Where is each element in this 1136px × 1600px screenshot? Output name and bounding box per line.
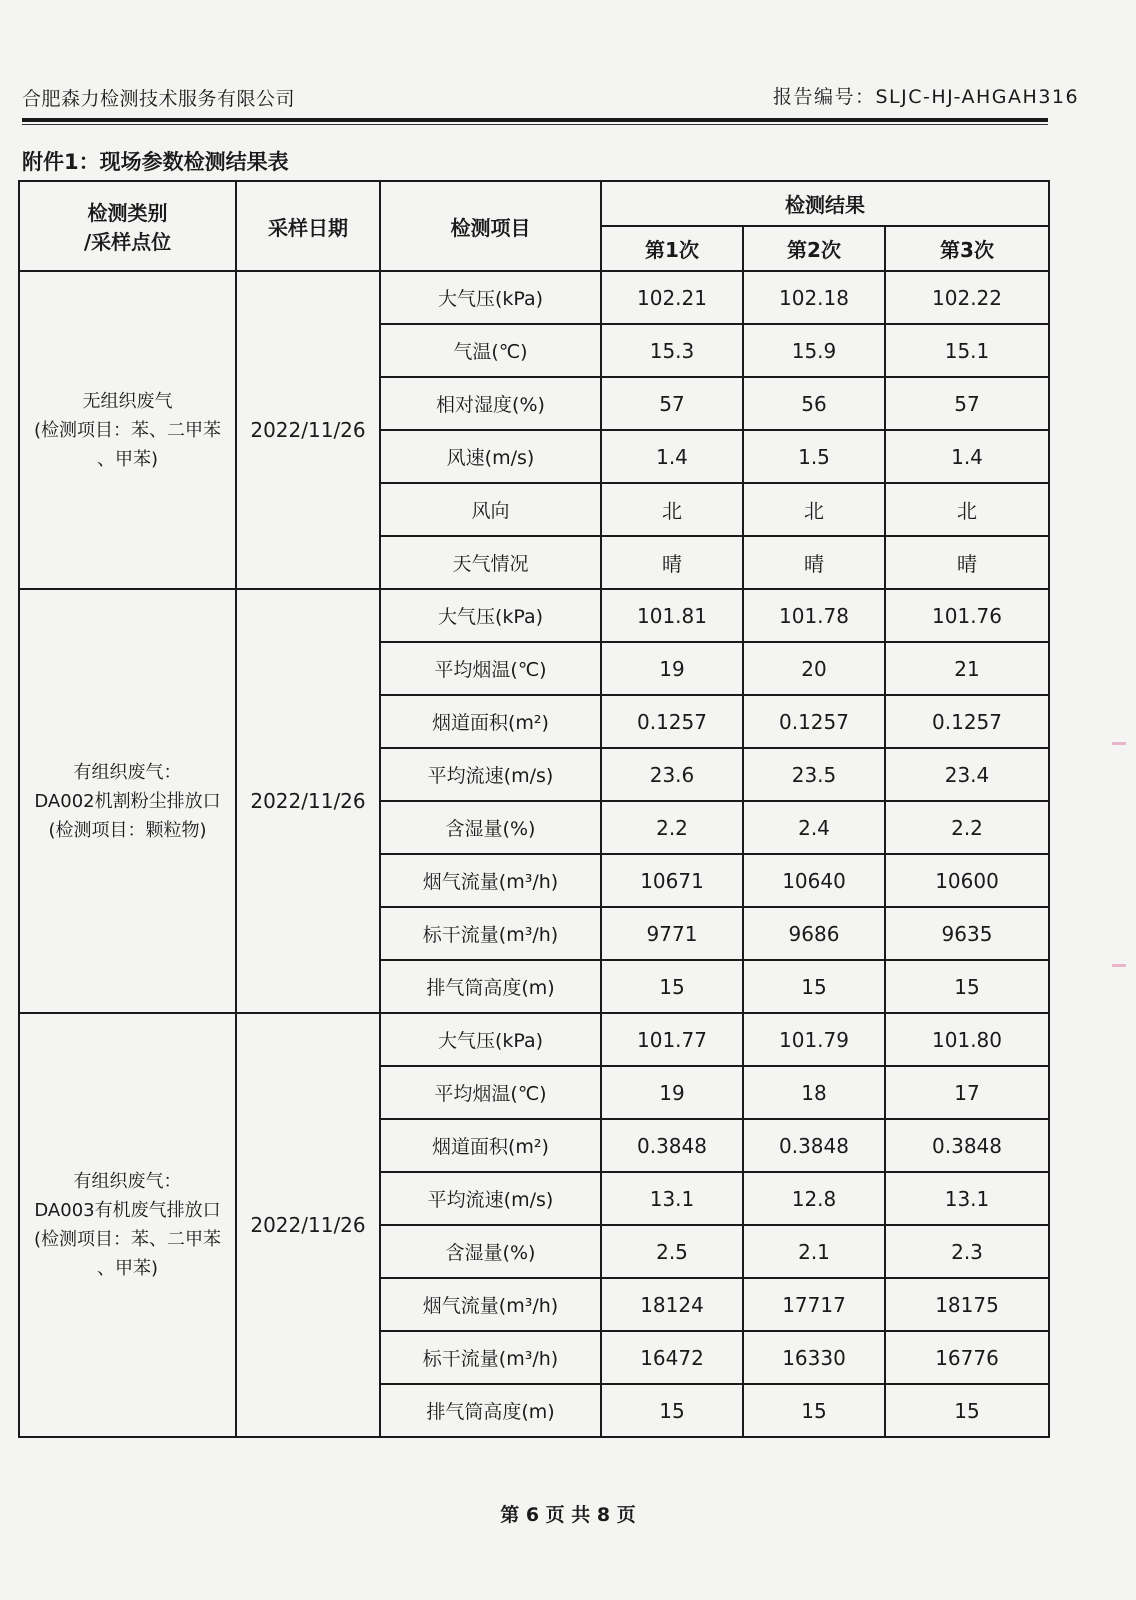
category-line: (检测项目：颗粒物) <box>48 819 207 841</box>
run3-value-cell: 2.3 <box>885 1225 1049 1278</box>
run2-value-cell: 1.5 <box>743 430 885 483</box>
run3-value-cell: 13.1 <box>885 1172 1049 1225</box>
table-row <box>19 271 1049 324</box>
table-row <box>19 1013 1049 1066</box>
category-line: (检测项目：苯、二甲苯 <box>33 1229 222 1250</box>
category-line: 有组织废气： <box>73 761 182 783</box>
run2-value-cell: 0.1257 <box>743 695 885 748</box>
run2-value-cell: 20 <box>743 642 885 695</box>
table-row <box>19 589 1049 642</box>
category-line: (检测项目：苯、二甲苯 <box>33 419 222 441</box>
parameter-cell: 气温(℃) <box>380 324 601 377</box>
run2-value-cell: 0.3848 <box>743 1119 885 1172</box>
run3-value-cell: 晴 <box>885 536 1049 589</box>
header-category-line1: 检测类别 <box>87 201 168 225</box>
run3-value-cell: 17 <box>885 1066 1049 1119</box>
parameter-cell: 烟道面积(m²) <box>380 695 601 748</box>
parameter-cell: 含湿量(%) <box>380 801 601 854</box>
run3-value-cell: 102.22 <box>885 271 1049 324</box>
run3-value-cell: 18175 <box>885 1278 1049 1331</box>
run1-value-cell: 13.1 <box>601 1172 743 1225</box>
sampling-date-cell: 2022/11/26 <box>236 271 380 589</box>
run2-value-cell: 12.8 <box>743 1172 885 1225</box>
run1-value-cell: 晴 <box>601 536 743 589</box>
page-number: 第 6 页 共 8 页 <box>500 1504 636 1526</box>
category-cell <box>19 589 236 1013</box>
parameter-cell: 平均流速(m/s) <box>380 748 601 801</box>
run2-value-cell: 北 <box>743 483 885 536</box>
run2-value-cell: 10640 <box>743 854 885 907</box>
run2-value-cell: 2.1 <box>743 1225 885 1278</box>
category-line: 、甲苯) <box>96 448 159 470</box>
run3-value-cell: 1.4 <box>885 430 1049 483</box>
run2-value-cell: 56 <box>743 377 885 430</box>
run1-value-cell: 57 <box>601 377 743 430</box>
run3-value-cell: 15 <box>885 960 1049 1013</box>
run1-value-cell: 19 <box>601 1066 743 1119</box>
run1-value-cell: 19 <box>601 642 743 695</box>
run2-value-cell: 101.79 <box>743 1013 885 1066</box>
company-name: 合肥森力检测技术服务有限公司 <box>22 88 296 110</box>
run2-value-cell: 15 <box>743 960 885 1013</box>
header-item: 检测项目 <box>380 181 601 271</box>
run1-value-cell: 15 <box>601 1384 743 1437</box>
parameter-cell: 平均烟温(℃) <box>380 642 601 695</box>
run2-value-cell: 15.9 <box>743 324 885 377</box>
run2-value-cell: 17717 <box>743 1278 885 1331</box>
stamp-edge-mark <box>1112 964 1126 967</box>
run2-value-cell: 23.5 <box>743 748 885 801</box>
stamp-edge-mark <box>1112 742 1126 745</box>
sampling-date-cell: 2022/11/26 <box>236 1013 380 1437</box>
run1-value-cell: 15 <box>601 960 743 1013</box>
run1-value-cell: 15.3 <box>601 324 743 377</box>
run3-value-cell: 0.1257 <box>885 695 1049 748</box>
parameter-cell: 风向 <box>380 483 601 536</box>
category-line: DA003有机废气排放口 <box>34 1200 221 1221</box>
category-cell <box>19 1013 236 1437</box>
parameter-cell: 大气压(kPa) <box>380 589 601 642</box>
header-category-line2: /采样点位 <box>83 230 172 254</box>
results-table <box>18 180 1050 1438</box>
run3-value-cell: 23.4 <box>885 748 1049 801</box>
parameter-cell: 风速(m/s) <box>380 430 601 483</box>
category-line: 有组织废气： <box>73 1171 182 1192</box>
run2-value-cell: 晴 <box>743 536 885 589</box>
annex-title: 附件1：现场参数检测结果表 <box>22 150 289 174</box>
parameter-cell: 平均流速(m/s) <box>380 1172 601 1225</box>
run1-value-cell: 0.1257 <box>601 695 743 748</box>
run3-value-cell: 10600 <box>885 854 1049 907</box>
parameter-cell: 天气情况 <box>380 536 601 589</box>
header-run1: 第1次 <box>601 226 743 271</box>
run2-value-cell: 2.4 <box>743 801 885 854</box>
header-date: 采样日期 <box>236 181 380 271</box>
run1-value-cell: 23.6 <box>601 748 743 801</box>
parameter-cell: 大气压(kPa) <box>380 271 601 324</box>
run1-value-cell: 9771 <box>601 907 743 960</box>
header-run2: 第2次 <box>743 226 885 271</box>
run3-value-cell: 北 <box>885 483 1049 536</box>
header-category <box>19 181 236 271</box>
run1-value-cell: 101.81 <box>601 589 743 642</box>
run3-value-cell: 16776 <box>885 1331 1049 1384</box>
run1-value-cell: 16472 <box>601 1331 743 1384</box>
run3-value-cell: 101.76 <box>885 589 1049 642</box>
run1-value-cell: 101.77 <box>601 1013 743 1066</box>
run3-value-cell: 9635 <box>885 907 1049 960</box>
run3-value-cell: 15.1 <box>885 324 1049 377</box>
run3-value-cell: 101.80 <box>885 1013 1049 1066</box>
parameter-cell: 排气筒高度(m) <box>380 960 601 1013</box>
table-body <box>19 271 1049 1437</box>
run2-value-cell: 102.18 <box>743 271 885 324</box>
run1-value-cell: 0.3848 <box>601 1119 743 1172</box>
run1-value-cell: 1.4 <box>601 430 743 483</box>
run2-value-cell: 15 <box>743 1384 885 1437</box>
parameter-cell: 排气筒高度(m) <box>380 1384 601 1437</box>
header-rule-thin <box>22 124 1048 125</box>
parameter-cell: 烟气流量(m³/h) <box>380 1278 601 1331</box>
parameter-cell: 含湿量(%) <box>380 1225 601 1278</box>
report-number: 报告编号：SLJC-HJ-AHGAH316 <box>773 86 1080 108</box>
run1-value-cell: 10671 <box>601 854 743 907</box>
parameter-cell: 平均烟温(℃) <box>380 1066 601 1119</box>
category-cell <box>19 271 236 589</box>
header-run3: 第3次 <box>885 226 1049 271</box>
category-line: 无组织废气 <box>82 390 173 412</box>
parameter-cell: 大气压(kPa) <box>380 1013 601 1066</box>
parameter-cell: 标干流量(m³/h) <box>380 1331 601 1384</box>
run1-value-cell: 北 <box>601 483 743 536</box>
run3-value-cell: 2.2 <box>885 801 1049 854</box>
parameter-cell: 烟气流量(m³/h) <box>380 854 601 907</box>
category-line: 、甲苯) <box>96 1258 159 1279</box>
run3-value-cell: 0.3848 <box>885 1119 1049 1172</box>
run2-value-cell: 9686 <box>743 907 885 960</box>
run2-value-cell: 16330 <box>743 1331 885 1384</box>
header-rule <box>22 118 1048 122</box>
run2-value-cell: 18 <box>743 1066 885 1119</box>
run1-value-cell: 18124 <box>601 1278 743 1331</box>
run1-value-cell: 2.5 <box>601 1225 743 1278</box>
category-line: DA002机割粉尘排放口 <box>34 790 221 812</box>
run3-value-cell: 21 <box>885 642 1049 695</box>
sampling-date-cell: 2022/11/26 <box>236 589 380 1013</box>
run1-value-cell: 102.21 <box>601 271 743 324</box>
run1-value-cell: 2.2 <box>601 801 743 854</box>
header-result: 检测结果 <box>601 181 1049 226</box>
run3-value-cell: 15 <box>885 1384 1049 1437</box>
run2-value-cell: 101.78 <box>743 589 885 642</box>
parameter-cell: 相对湿度(%) <box>380 377 601 430</box>
run3-value-cell: 57 <box>885 377 1049 430</box>
parameter-cell: 标干流量(m³/h) <box>380 907 601 960</box>
parameter-cell: 烟道面积(m²) <box>380 1119 601 1172</box>
